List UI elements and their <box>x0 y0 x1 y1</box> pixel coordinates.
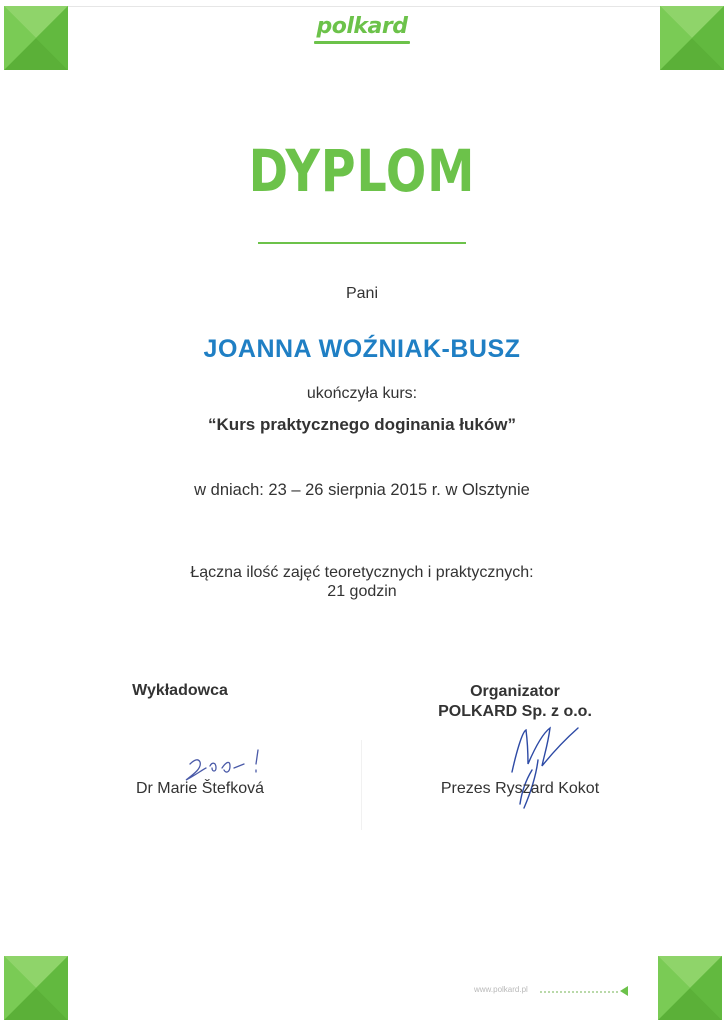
footer-dotted-line <box>540 991 618 993</box>
logo-text: polkard <box>316 14 408 39</box>
hours-label: Łączna ilość zajęć teoretycznych i praktycznych: <box>190 564 534 581</box>
center-guide <box>361 740 362 830</box>
lecturer-name: Dr Marie Štefková <box>135 780 265 797</box>
salutation: Pani <box>345 285 379 302</box>
organizer-title: Organizator <box>470 683 560 700</box>
corner-decoration-bottom-left <box>4 956 68 1020</box>
logo-underline <box>314 41 410 44</box>
hours-value: 21 godzin <box>327 583 397 600</box>
title-divider <box>258 242 466 244</box>
lecturer-heading: Wykładowca <box>132 682 228 699</box>
top-edge-line <box>68 6 660 7</box>
course-dates: w dniach: 23 – 26 sierpnia 2015 r. w Olsztynie <box>194 481 530 499</box>
polkard-logo <box>300 14 424 50</box>
corner-decoration-top-left <box>4 6 68 70</box>
recipient-name: JOANNA WOŹNIAK-BUSZ <box>203 335 521 363</box>
footer-url: www.polkard.pl <box>474 985 528 994</box>
completed-text: ukończyła kurs: <box>306 385 418 402</box>
organizer-company: POLKARD Sp. z o.o. <box>438 703 592 720</box>
course-name: “Kurs praktycznego doginania łuków” <box>208 415 516 434</box>
footer-arrow-icon <box>620 986 628 996</box>
organizer-heading <box>415 682 615 722</box>
diploma-title: DYPLOM <box>248 137 476 205</box>
corner-decoration-bottom-right <box>658 956 722 1020</box>
organizer-name: Prezes Ryszard Kokot <box>440 780 600 797</box>
corner-decoration-top-right <box>660 6 724 70</box>
